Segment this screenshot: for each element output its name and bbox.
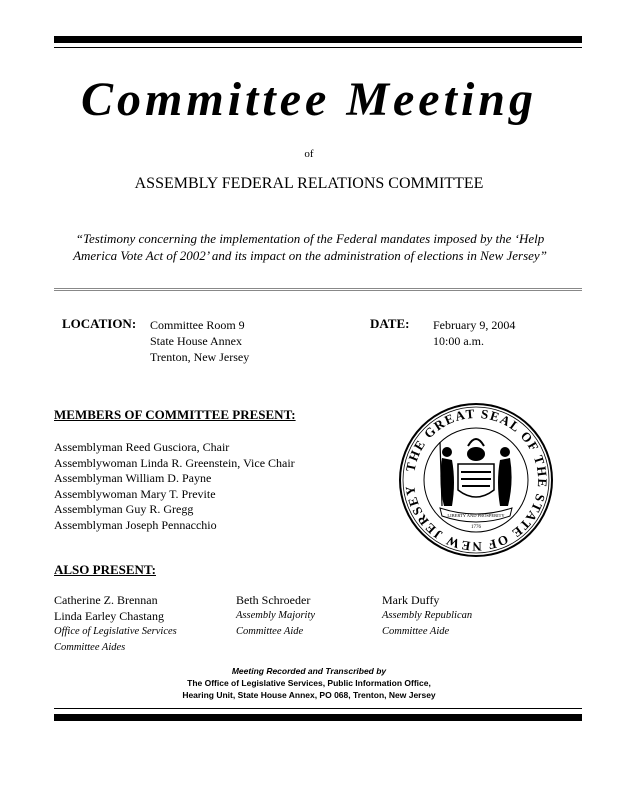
staff-name: Mark Duffy (382, 593, 440, 607)
member-item: Assemblyman Reed Gusciora, Chair (54, 440, 230, 454)
also-present-col-1 (54, 592, 177, 656)
meeting-subject: “Testimony concerning the implementation of the Federal mandates imposed by the ‘Help America Vote Act of 2002’ and its impact on the administration of elections in New Jersey” (73, 231, 547, 263)
staff-role: Office of Legislative Services (54, 626, 177, 637)
staff-name: Linda Earley Chastang (54, 609, 164, 623)
footer-line: Meeting Recorded and Transcribed by (231, 666, 387, 676)
staff-role: Assembly Republican (382, 610, 473, 621)
footer-line: The Office of Legislative Services, Public Information Office, (187, 678, 431, 688)
staff-role: Committee Aide (236, 626, 304, 637)
seal-ring-text: THE GREAT SEAL OF THE STATE OF NEW JERSEY (402, 405, 551, 555)
location-block (150, 317, 249, 365)
date-label: DATE: (370, 316, 410, 331)
also-present-heading: ALSO PRESENT: (54, 562, 156, 577)
member-item: Assemblywoman Linda R. Greenstein, Vice Chair (54, 455, 295, 470)
location-line: Trenton, New Jersey (150, 350, 250, 364)
footer-line: Hearing Unit, State House Annex, PO 068, Trenton, New Jersey (182, 690, 436, 700)
of-text: of (304, 148, 314, 160)
staff-name: Beth Schroeder (236, 593, 311, 607)
section-divider (54, 288, 582, 291)
staff-role: Committee Aide (382, 626, 450, 637)
seal-year: 1776 (471, 525, 481, 530)
also-present-col-3 (382, 592, 472, 640)
member-item: Assemblyman Guy R. Gregg (54, 502, 194, 516)
seal-motto: LIBERTY AND PROSPERITY (447, 513, 505, 518)
bottom-thin-rule (54, 708, 582, 709)
great-seal-icon (398, 402, 554, 558)
transcription-credit (0, 665, 618, 701)
location-label: LOCATION: (62, 316, 137, 331)
date-block (433, 317, 515, 349)
member-item: Assemblyman William D. Payne (54, 471, 212, 485)
document-title: Committee Meeting (81, 73, 537, 126)
committee-name: ASSEMBLY FEDERAL RELATIONS COMMITTEE (134, 175, 484, 192)
top-thick-rule (54, 36, 582, 43)
staff-role: Assembly Majority (236, 610, 316, 621)
staff-name: Catherine Z. Brennan (54, 593, 158, 607)
date-line: February 9, 2004 (433, 318, 516, 332)
bottom-thick-rule (54, 714, 582, 721)
location-line: Committee Room 9 (150, 318, 245, 332)
location-line: State House Annex (150, 334, 242, 348)
members-heading: MEMBERS OF COMMITTEE PRESENT: (54, 407, 296, 422)
top-thin-rule (54, 47, 582, 48)
member-item: Assemblyman Joseph Pennacchio (54, 517, 217, 532)
members-list (54, 440, 295, 533)
member-item: Assemblywoman Mary T. Previte (54, 486, 216, 501)
also-present-col-2 (236, 592, 315, 640)
date-line: 10:00 a.m. (433, 334, 484, 348)
staff-role: Committee Aides (54, 642, 126, 653)
